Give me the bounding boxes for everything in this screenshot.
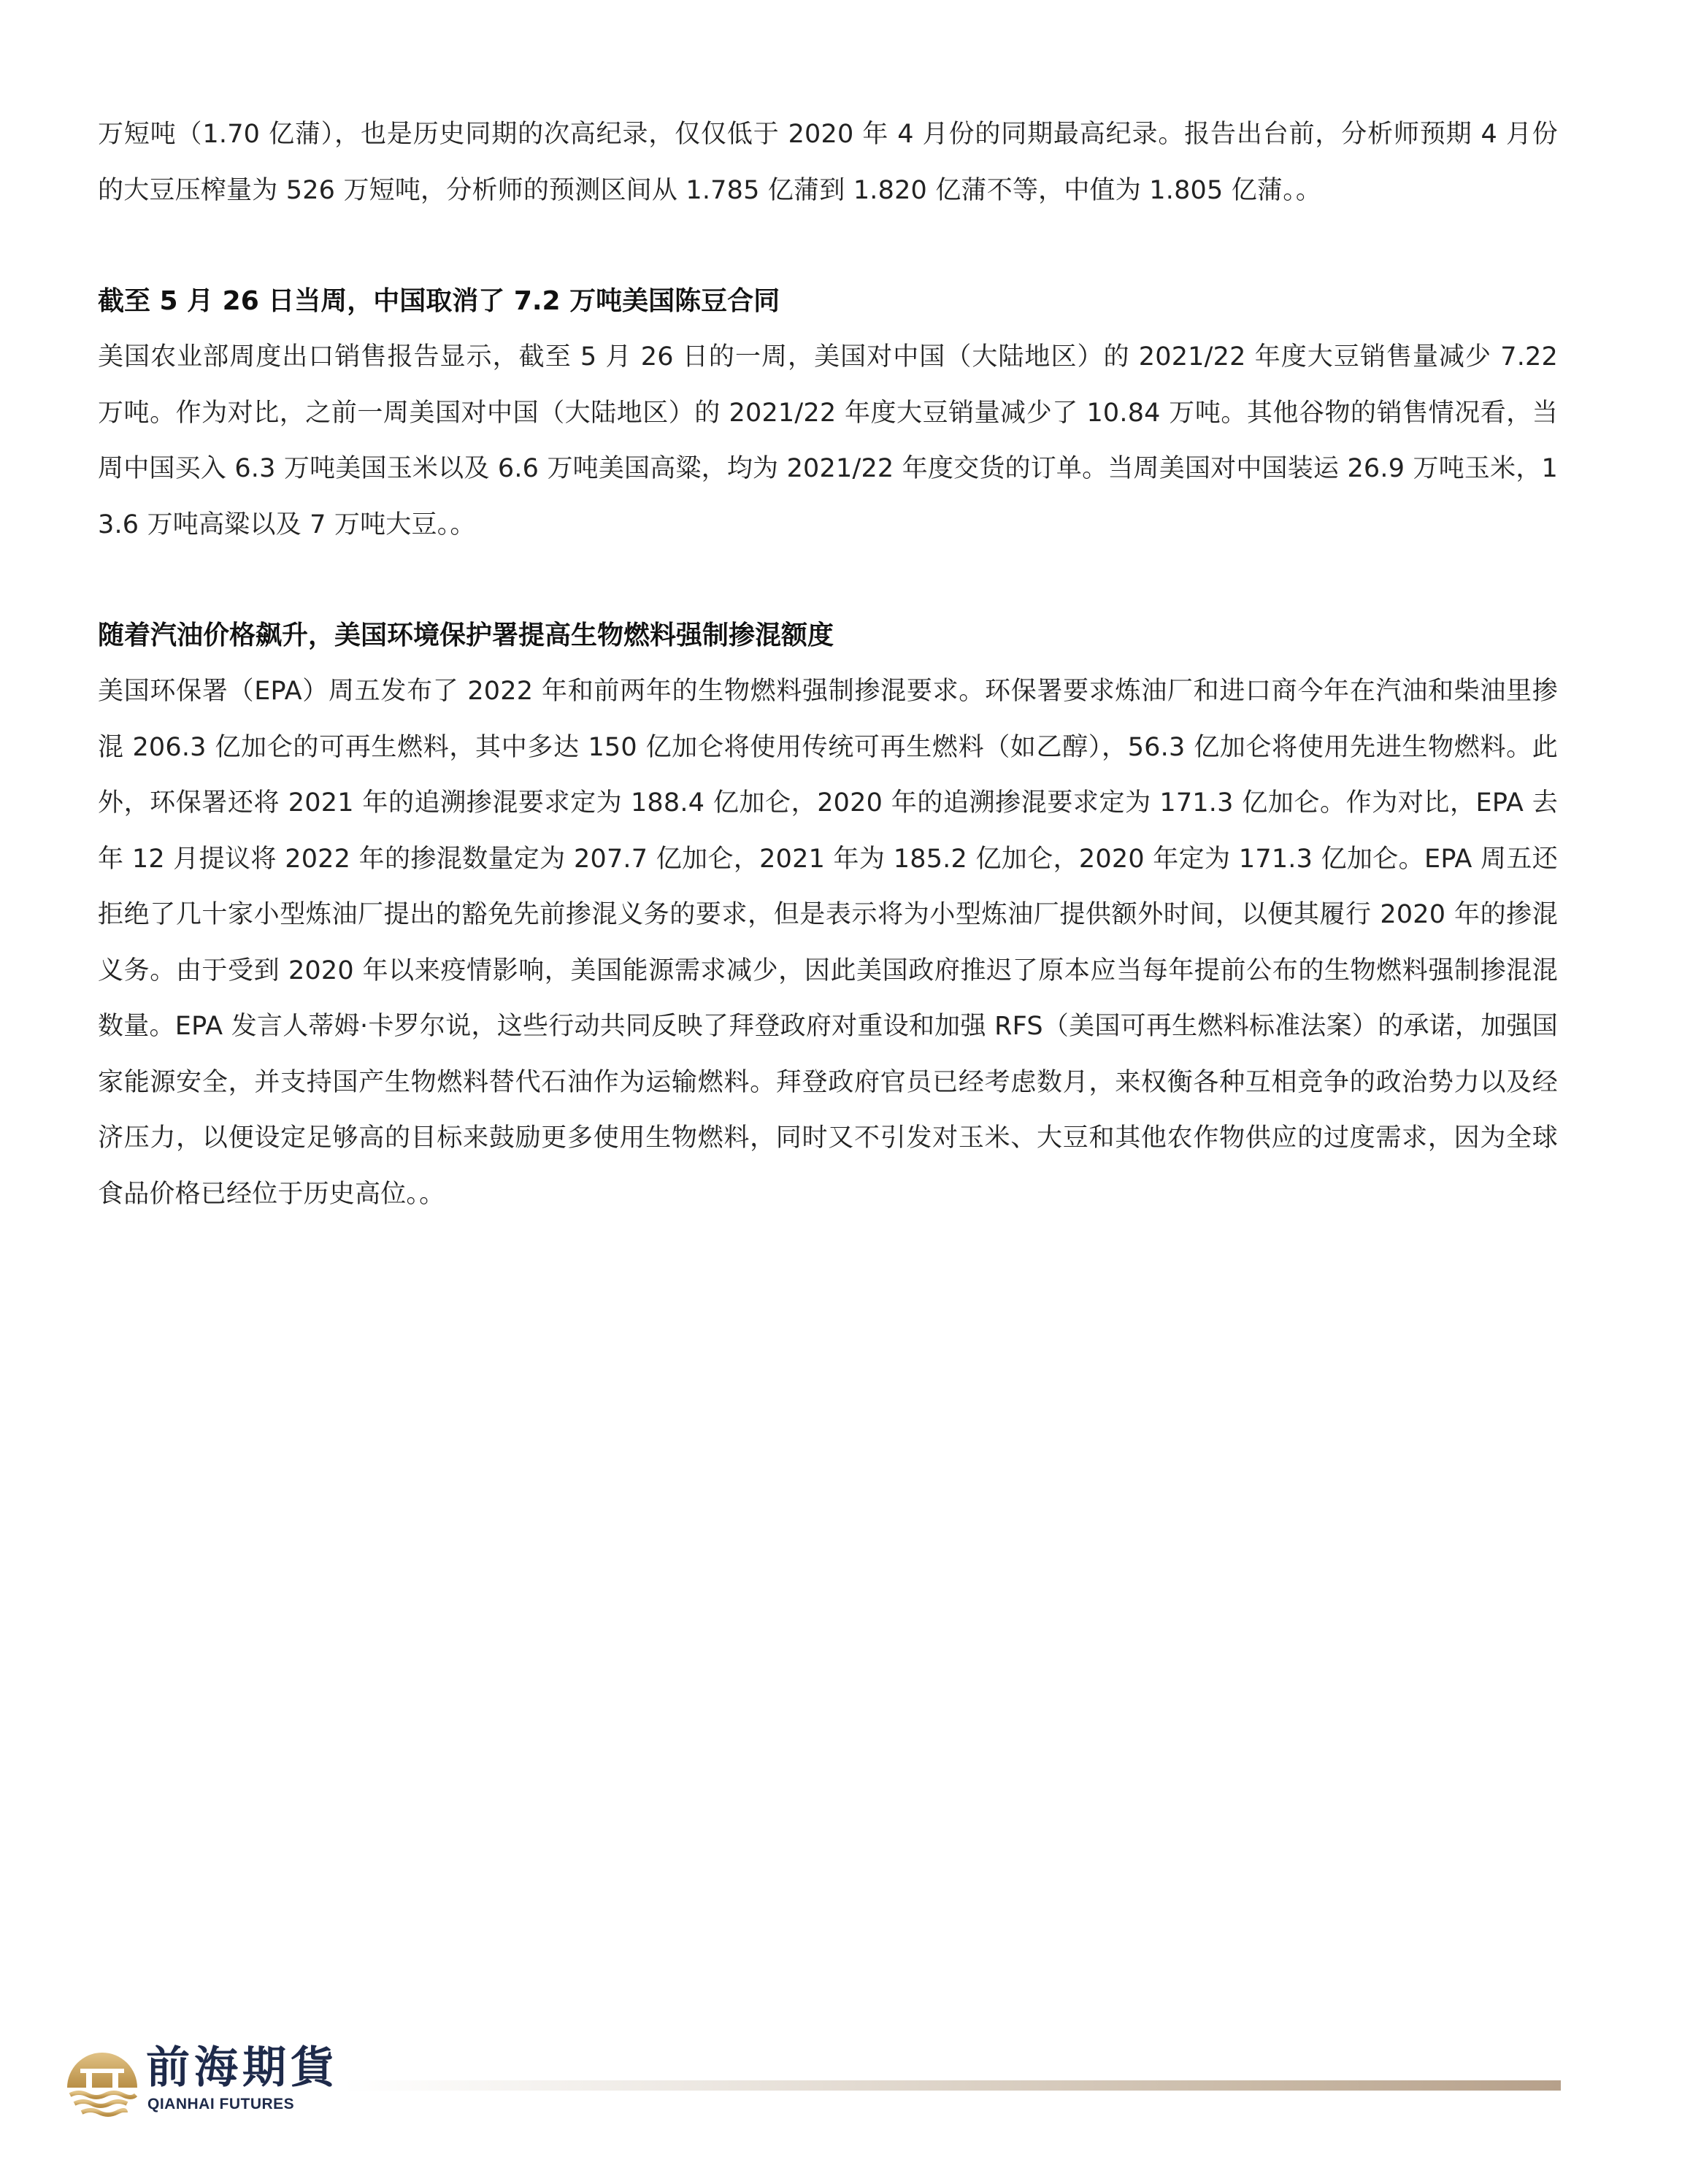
section-spacer (98, 553, 1558, 608)
brand-name-cn: 前海期貨 (146, 2042, 339, 2093)
brand-name-en: QIANHAI FUTURES (147, 2096, 295, 2112)
article-body (98, 107, 1558, 1222)
qianhai-logo-icon (64, 2044, 140, 2120)
footer-divider-bar (343, 2080, 1561, 2091)
section-spacer (98, 218, 1558, 274)
intro-paragraph: 万短吨（1.70 亿蒲），也是历史同期的次高纪录，仅仅低于 2020 年 4 月份的同期最高纪录。报告出台前，分析师预期 4 月份的大豆压榨量为 526 万短吨，分析师的预测区间从 1.785 亿蒲到 1.820 亿蒲不等，中值为 1.805 亿蒲。。 (98, 120, 1558, 205)
section-body-soybean-contracts: 美国农业部周度出口销售报告显示，截至 5 月 26 日的一周，美国对中国（大陆地区）的 2021/22 年度大豆销售量减少 7.22 万吨。作为对比，之前一周美国对中国（大陆地区）的 2021/22 年度大豆销量减少了 10.84 万吨。其他谷物的销售情况看，当周中国买入 6.3 万吨美国玉米以及 6.6 万吨美国高粱，均为 2021/22 年度交货的订单。当周美国对中国装运 26.9 万吨玉米，13.6 万吨高粱以及 7 万吨大豆。。 (98, 342, 1558, 539)
section-heading-biofuel-mandate: 随着汽油价格飙升，美国环境保护署提高生物燃料强制掺混额度 (98, 620, 834, 650)
section-body-biofuel-mandate: 美国环保署（EPA）周五发布了 2022 年和前两年的生物燃料强制掺混要求。环保署要求炼油厂和进口商今年在汽油和柴油里掺混 206.3 亿加仑的可再生燃料，其中多达 150 亿加仑将使用传统可再生燃料（如乙醇），56.3 亿加仑将使用先进生物燃料。此外，环保署还将 2021 年的追溯掺混要求定为 188.4 亿加仑，2020 年的追溯掺混要求定为 171.3 亿加仑。作为对比，EPA 去年 12 月提议将 2022 年的掺混数量定为 207.7 亿加仑，2021 年为 185.2 亿加仑，2020 年定为 171.3 亿加仑。EPA 周五还拒绝了几十家小型炼油厂提出的豁免先前掺混义务的要求，但是表示将为小型炼油厂提供额外时间，以便其履行 2020 年的掺混义务。由于受到 2020 年以来疫情影响，美国能源需求减少，因此美国政府推迟了原本应当每年提前公布的生物燃料强制掺混混数量。EPA 发言人蒂姆·卡罗尔说，这些行动共同反映了拜登政府对重设和加强 RFS（美国可再生燃料标准法案）的承诺，加强国家能源安全，并支持国产生物燃料替代石油作为运输燃料。拜登政府官员已经考虑数月，来权衡各种互相竞争的政治势力以及经济压力，以便设定足够高的目标来鼓励更多使用生物燃料，同时又不引发对玉米、大豆和其他农作物供应的过度需求，因为全球食品价格已经位于历史高位。。 (98, 677, 1558, 1209)
section-heading-soybean-contracts: 截至 5 月 26 日当周，中国取消了 7.2 万吨美国陈豆合同 (98, 286, 780, 316)
